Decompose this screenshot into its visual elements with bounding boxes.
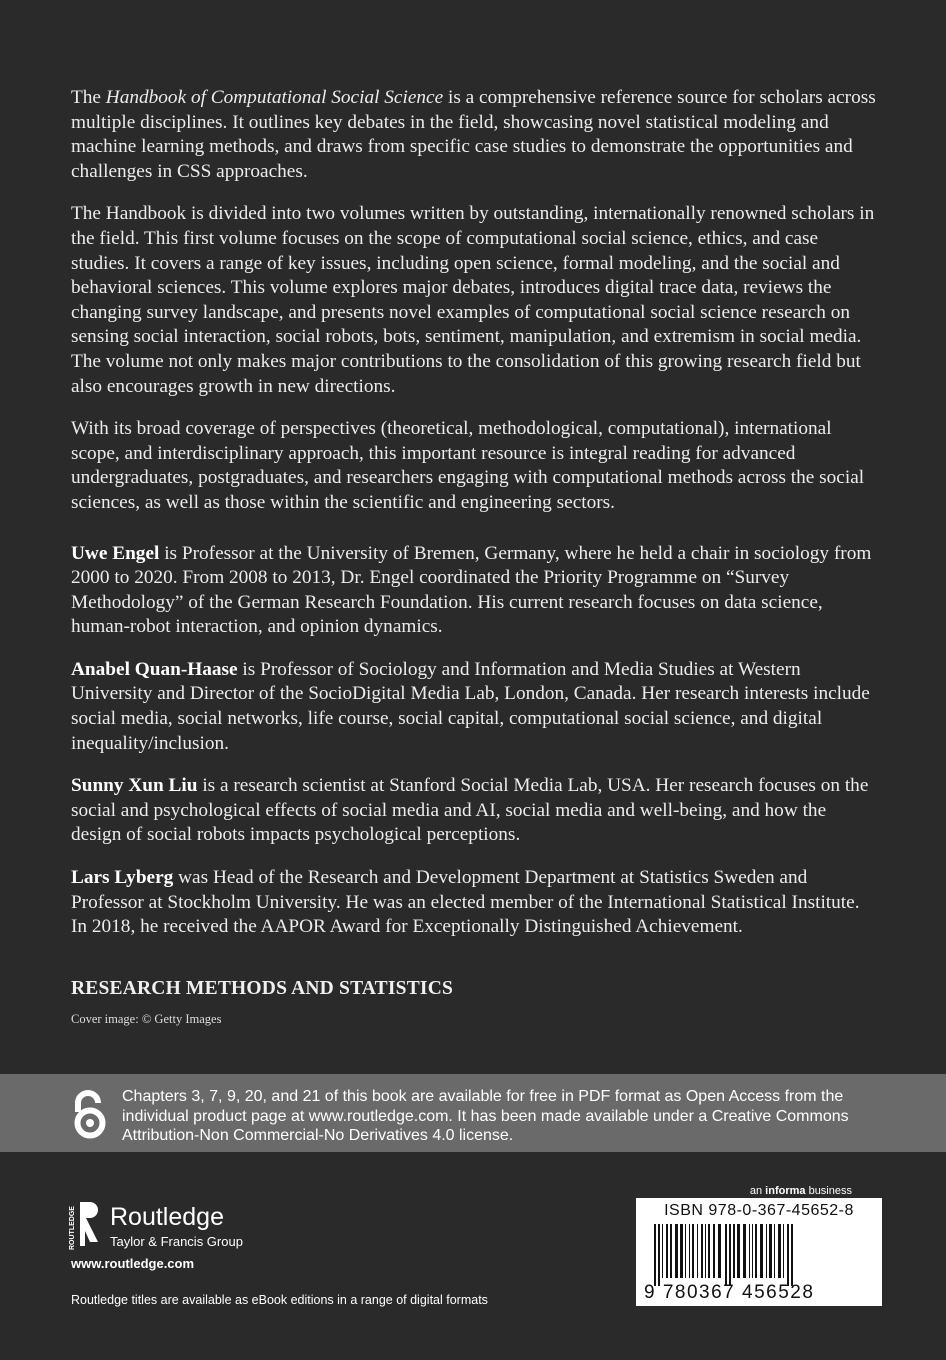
svg-text:ROUTLEDGE: ROUTLEDGE <box>69 1206 76 1250</box>
barcode-bar <box>755 1224 757 1278</box>
barcode-bar <box>689 1224 690 1278</box>
barcode-bar <box>769 1224 772 1278</box>
barcode-bar <box>662 1224 663 1278</box>
barcode-bar <box>725 1224 727 1286</box>
barcode-bar <box>666 1224 668 1278</box>
publisher-url[interactable]: www.routledge.com <box>71 1256 195 1271</box>
barcode-bar <box>749 1224 750 1278</box>
author-bio: Anabel Quan-Haase is Professor of Sociology and Information and Media Studies at Western University and Director of the SocioDigital Media Lab, London, Canada. Her research interests include social media, social networks, life course, social capital, computational social science, and digital inequality/inclusion. <box>71 658 870 754</box>
blurb-paragraph-2: The Handbook is divided into two volumes written by outstanding, internationally renowned scholars in the field. This first volume focuses on the scope of computational social science, ethics, and case studies. It covers a range of key issues, including open science, formal modeling, and the social and behavioral sciences. This volume explores major debates, introduces digital trace data, reviews the changing survey landscape, and presents novel examples of computational social science research on sensing social interaction, social robots, bots, sentiment, manipulation, and extremism in social media. The volume not only makes major contributions to the consolidation of this growing research field but also encourages growth in new directions. <box>71 203 875 397</box>
barcode-bars <box>644 1224 876 1286</box>
author-name: Lars Lyberg <box>71 867 174 889</box>
barcode-bar <box>752 1224 753 1278</box>
barcode-bar <box>685 1224 686 1278</box>
book-title: Handbook of Computational Social Science <box>105 87 444 108</box>
back-cover-blurb <box>71 86 879 958</box>
barcode-bar <box>675 1224 678 1278</box>
blurb-paragraph-3: With its broad coverage of perspectives (theoretical, methodological, computational), international scope, and interdisciplinary approach, this important resource is integral reading for advanced undergraduates, postgraduates, and researchers engaging with computational methods across the social sciences, as well as those within the scientific and engineering sectors. <box>71 418 865 513</box>
isbn-label: ISBN 978-0-367-45652-8 <box>664 1202 854 1219</box>
barcode-bar <box>787 1224 789 1286</box>
ebook-note: Routledge titles are available as eBook editions in a range of digital formats <box>71 1293 488 1307</box>
isbn-barcode <box>636 1198 882 1306</box>
ean-digits: 9 780367 456528 <box>644 1282 815 1303</box>
barcode-bar <box>658 1224 660 1286</box>
barcode-bar <box>743 1224 746 1278</box>
author-name: Sunny Xun Liu <box>71 775 198 797</box>
author-name: Anabel Quan-Haase <box>71 658 238 680</box>
barcode-bar <box>778 1224 781 1278</box>
open-access-notice: Chapters 3, 7, 9, 20, and 21 of this book are available for free in PDF format as Open Access from the individual product page at www.routledge.com. It has been made available under a Creative Commons Attribution-Non Commercial-No Derivatives 4.0 license. <box>122 1088 849 1145</box>
author-name: Uwe Engel <box>71 542 160 564</box>
barcode-bar <box>670 1224 672 1278</box>
barcode-bar <box>783 1224 784 1278</box>
subject-category: RESEARCH METHODS AND STATISTICS <box>71 978 454 999</box>
barcode-bar <box>697 1224 698 1278</box>
publisher-name: Routledge <box>110 1203 224 1231</box>
barcode-bar <box>729 1224 731 1286</box>
author-bio: Lars Lyberg was Head of the Research and Development Department at Statistics Sweden and Professor at Stockholm University. He was an elected member of the International Statistical Institute. In 2018, he received the AAPOR Award for Exceptionally Distinguished Achievement. <box>71 867 860 938</box>
informa-business: an informa business <box>749 1185 852 1197</box>
barcode-bar <box>680 1224 683 1278</box>
barcode-bar <box>701 1224 703 1278</box>
cover-image-credit: Cover image: © Getty Images <box>71 1012 222 1026</box>
barcode-bar <box>791 1224 793 1286</box>
author-bio: Sunny Xun Liu is a research scientist at Stanford Social Media Lab, USA. Her research focuses on the social and psychological effects of social media and AI, social media and well-being, and how the design of social robots impacts psychological perceptions. <box>71 775 869 846</box>
barcode-bar <box>760 1224 763 1278</box>
barcode-bar <box>705 1224 706 1278</box>
barcode-bar <box>774 1224 775 1278</box>
publisher-group: Taylor & Francis Group <box>110 1234 243 1249</box>
barcode-bar <box>708 1224 710 1278</box>
barcode-bar <box>737 1224 740 1278</box>
routledge-mark-icon <box>68 1198 104 1250</box>
barcode-bar <box>654 1224 656 1286</box>
blurb-paragraph-1: The Handbook of Computational Social Science is a comprehensive reference source for scholars across multiple disciplines. It outlines key debates in the field, showcasing novel statistical modeling and machine learning methods, and draws from specific case studies to demonstrate the opportunities and challenges in CSS approaches. <box>71 87 876 182</box>
barcode-bar <box>718 1224 721 1278</box>
author-bio: Uwe Engel is Professor at the University of Bremen, Germany, where he held a chair in sociology from 2000 to 2020. From 2008 to 2013, Dr. Engel coordinated the Priority Programme on “Survey Methodology” of the German Research Foundation. His current research focuses on data science, human-robot interaction, and opinion dynamics. <box>71 542 872 638</box>
barcode-bar <box>733 1224 735 1278</box>
barcode-bar <box>766 1224 767 1278</box>
barcode-bar <box>713 1224 715 1278</box>
barcode-bar <box>692 1224 694 1278</box>
open-access-icon <box>70 1090 110 1140</box>
